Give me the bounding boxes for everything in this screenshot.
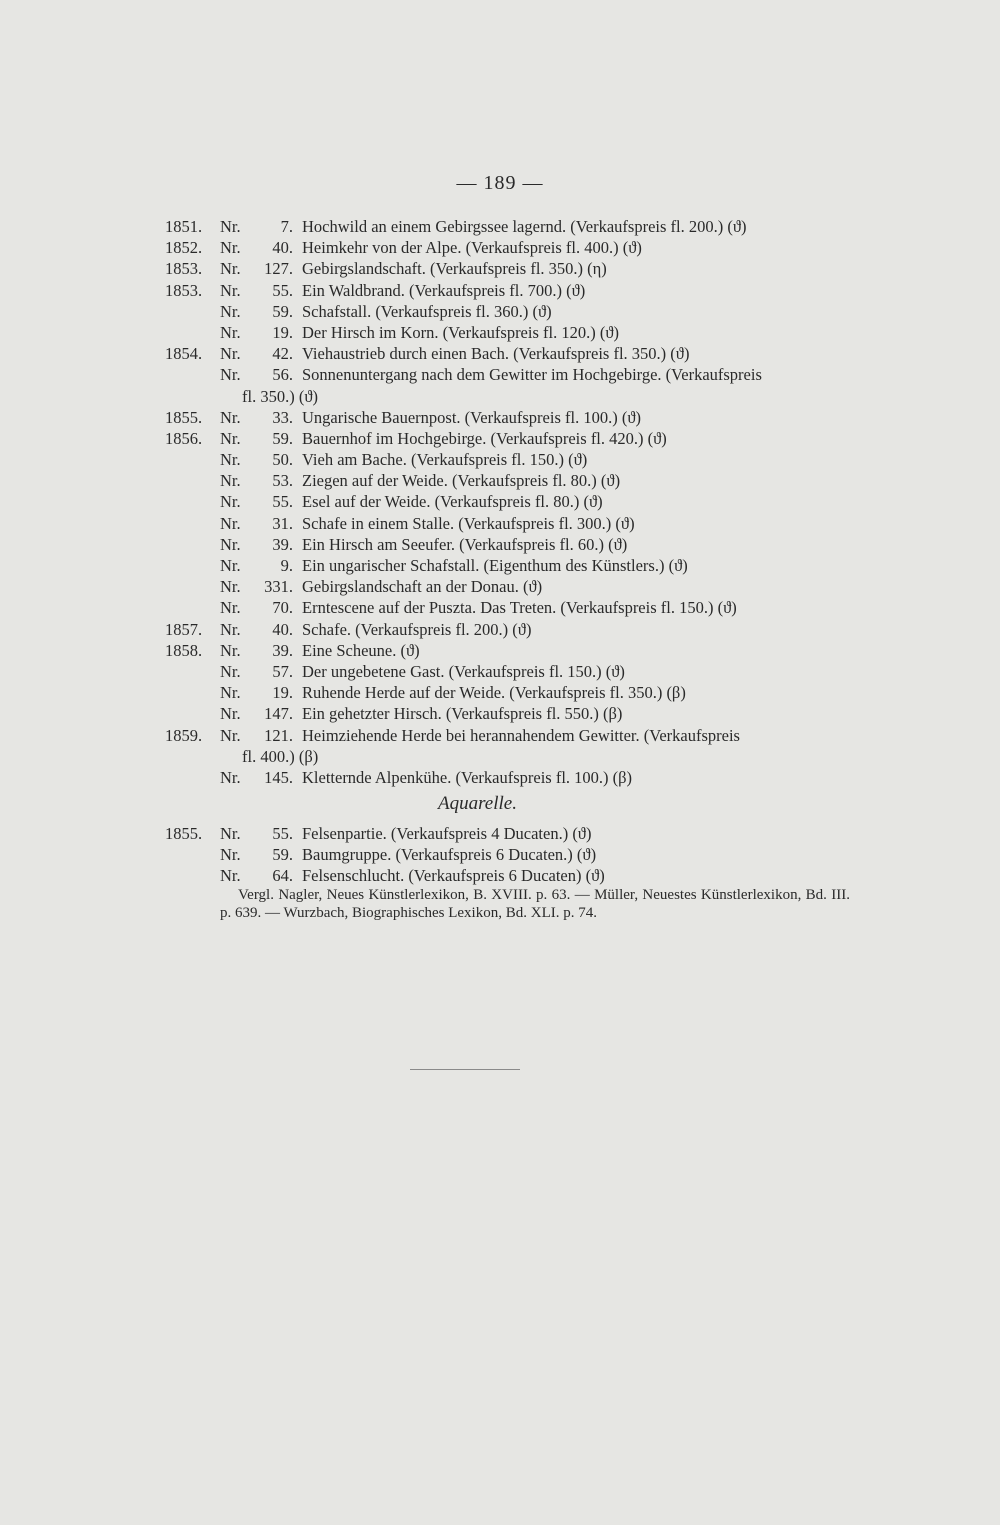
entry-title: Der ungebetene Gast. (Verkaufspreis fl. 150.) (ϑ): [302, 661, 625, 681]
entry-title: Ein Waldbrand. (Verkaufspreis fl. 700.) (ϑ): [302, 280, 586, 300]
entry-title: Ein Hirsch am Seeufer. (Verkaufspreis fl. 60.) (ϑ): [302, 534, 628, 554]
entry-number: 19.: [272, 683, 293, 703]
entry-nr-label: Nr.: [220, 322, 241, 342]
entry-number: 55.: [272, 824, 293, 843]
entry-nr-label: Nr.: [220, 365, 241, 385]
entry-nr-label: Nr.: [220, 556, 241, 575]
entry-title: Erntescene auf der Puszta. Das Treten. (Verkaufspreis fl. 150.) (ϑ): [302, 598, 737, 618]
list-item: [0, 534, 1000, 555]
entry-nr-label: Nr.: [220, 238, 241, 258]
list-item: [0, 682, 1000, 703]
entry-title: Ein ungarischer Schafstall. (Eigenthum des Künstlers.) (ϑ): [302, 556, 688, 575]
entry-title: Gebirgslandschaft. (Verkaufspreis fl. 350.) (η): [302, 259, 607, 279]
entry-number: 33.: [272, 407, 293, 427]
entry-title: Vieh am Bache. (Verkaufspreis fl. 150.) (ϑ): [302, 450, 588, 470]
entry-number: 40.: [272, 238, 293, 258]
entry-nr-label: Nr.: [220, 492, 241, 512]
entry-number: 145.: [264, 767, 293, 787]
entry-nr-label: Nr.: [220, 301, 241, 321]
entry-title: Der Hirsch im Korn. (Verkaufspreis fl. 120.) (ϑ): [302, 322, 619, 342]
entry-title: Ruhende Herde auf der Weide. (Verkaufspreis fl. 350.) (β): [302, 683, 686, 703]
entry-title: Sonnenuntergang nach dem Gewitter im Hochgebirge. (Verkaufspreis: [302, 365, 762, 385]
entry-year: 1856.: [165, 428, 203, 448]
entry-title: Hochwild an einem Gebirgssee lagernd. (Verkaufspreis fl. 200.) (ϑ): [302, 217, 747, 236]
entry-title: Gebirgslandschaft an der Donau. (ϑ): [302, 577, 543, 597]
entry-nr-label: Nr.: [220, 704, 241, 724]
aquarelle-heading: Aquarelle.: [438, 793, 517, 814]
entry-number: 7.: [280, 217, 293, 236]
entry-continuation: fl. 350.) (ϑ): [242, 386, 318, 406]
entry-year: 1855.: [165, 824, 203, 843]
entry-number: 40.: [272, 619, 293, 639]
entry-number: 31.: [272, 513, 293, 533]
list-item: [0, 555, 1000, 576]
page-number: — 189 —: [456, 172, 544, 194]
entry-year: 1857.: [165, 619, 203, 639]
list-item: [0, 661, 1000, 682]
entry-title: Felsenschlucht. (Verkaufspreis 6 Ducaten) (ϑ): [302, 866, 605, 886]
entry-year: 1852.: [165, 238, 203, 258]
entry-title: Felsenpartie. (Verkaufspreis 4 Ducaten.) (ϑ): [302, 824, 592, 843]
entry-nr-label: Nr.: [220, 280, 241, 300]
entry-number: 39.: [272, 534, 293, 554]
entry-nr-label: Nr.: [220, 534, 241, 554]
entry-title: Heimziehende Herde bei herannahendem Gewitter. (Verkaufspreis: [302, 725, 740, 745]
list-item: [0, 823, 1000, 844]
list-item: [0, 576, 1000, 597]
aquarelle-list: [0, 823, 1000, 887]
entry-title: Kletternde Alpenkühe. (Verkaufspreis fl. 100.) (β): [302, 767, 633, 787]
entry-nr-label: Nr.: [220, 619, 241, 639]
references-note: Vergl. Nagler, Neues Künstlerlexikon, B. XVIII. p. 63. — Müller, Neuestes Künstlerlexikon, Bd. III. p. 639. — Wurzbach, Biographisches Lexikon, Bd. XLI. p. 74.: [220, 887, 850, 921]
list-item: [0, 725, 1000, 746]
entry-title: Ein gehetzter Hirsch. (Verkaufspreis fl. 550.) (β): [302, 704, 623, 724]
entry-year: 1853.: [165, 280, 203, 300]
entry-title: Ungarische Bauernpost. (Verkaufspreis fl. 100.) (ϑ): [302, 407, 641, 427]
entry-title: Schafe. (Verkaufspreis fl. 200.) (ϑ): [302, 619, 532, 639]
entry-nr-label: Nr.: [220, 598, 241, 618]
entry-nr-label: Nr.: [220, 259, 241, 279]
list-item: [0, 640, 1000, 661]
list-item: [0, 767, 1000, 788]
entry-title: Eine Scheune. (ϑ): [302, 640, 420, 660]
entry-nr-label: Nr.: [220, 217, 241, 236]
entry-number: 55.: [272, 280, 293, 300]
list-item: [0, 449, 1000, 470]
entry-year: 1854.: [165, 344, 203, 364]
entry-nr-label: Nr.: [220, 577, 241, 597]
entry-number: 42.: [272, 344, 293, 364]
entry-nr-label: Nr.: [220, 661, 241, 681]
entry-nr-label: Nr.: [220, 428, 241, 448]
entry-nr-label: Nr.: [220, 824, 241, 843]
entry-nr-label: Nr.: [220, 866, 241, 886]
entry-nr-label: Nr.: [220, 640, 241, 660]
entry-number: 53.: [272, 471, 293, 491]
list-item: [0, 280, 1000, 301]
entry-nr-label: Nr.: [220, 767, 241, 787]
entry-number: 50.: [272, 450, 293, 470]
list-item: [0, 386, 1000, 407]
entry-title: Schafstall. (Verkaufspreis fl. 360.) (ϑ): [302, 301, 552, 321]
list-item: [0, 301, 1000, 322]
entry-number: 19.: [272, 322, 293, 342]
list-item: [0, 491, 1000, 512]
entry-title: Ziegen auf der Weide. (Verkaufspreis fl. 80.) (ϑ): [302, 471, 621, 491]
entry-number: 56.: [272, 365, 293, 385]
entry-continuation: fl. 400.) (β): [242, 746, 319, 766]
entry-title: Viehaustrieb durch einen Bach. (Verkaufspreis fl. 350.) (ϑ): [302, 344, 690, 364]
entry-number: 9.: [280, 556, 293, 575]
entry-nr-label: Nr.: [220, 450, 241, 470]
entry-title: Heimkehr von der Alpe. (Verkaufspreis fl. 400.) (ϑ): [302, 238, 642, 258]
entry-number: 55.: [272, 492, 293, 512]
entry-year: 1859.: [165, 725, 203, 745]
list-item: [0, 407, 1000, 428]
entry-title: Baumgruppe. (Verkaufspreis 6 Ducaten.) (ϑ): [302, 845, 597, 865]
list-item: [0, 703, 1000, 724]
entry-title: Bauernhof im Hochgebirge. (Verkaufspreis fl. 420.) (ϑ): [302, 428, 667, 448]
entry-number: 331.: [264, 577, 293, 597]
closing-rule: [410, 1069, 520, 1070]
entry-nr-label: Nr.: [220, 725, 241, 745]
list-item: [0, 322, 1000, 343]
entry-number: 59.: [272, 845, 293, 865]
list-item: [0, 364, 1000, 385]
list-item: [0, 513, 1000, 534]
list-item: [0, 258, 1000, 279]
list-item: [0, 216, 1000, 237]
list-item: [0, 343, 1000, 364]
entry-number: 57.: [272, 661, 293, 681]
entry-year: 1853.: [165, 259, 203, 279]
entry-number: 39.: [272, 640, 293, 660]
entry-number: 147.: [264, 704, 293, 724]
list-item: [0, 865, 1000, 886]
oil-paintings-list: [0, 216, 1000, 788]
list-item: [0, 428, 1000, 449]
entry-number: 121.: [264, 725, 293, 745]
entry-year: 1851.: [165, 217, 203, 236]
entry-nr-label: Nr.: [220, 845, 241, 865]
entry-nr-label: Nr.: [220, 407, 241, 427]
entry-number: 70.: [272, 598, 293, 618]
list-item: [0, 237, 1000, 258]
entry-number: 59.: [272, 301, 293, 321]
entry-nr-label: Nr.: [220, 344, 241, 364]
entry-nr-label: Nr.: [220, 513, 241, 533]
list-item: [0, 844, 1000, 865]
entry-number: 127.: [264, 259, 293, 279]
entry-year: 1858.: [165, 640, 203, 660]
list-item: [0, 470, 1000, 491]
list-item: [0, 597, 1000, 618]
list-item: [0, 619, 1000, 640]
entry-nr-label: Nr.: [220, 471, 241, 491]
entry-number: 64.: [272, 866, 293, 886]
entry-number: 59.: [272, 428, 293, 448]
entry-title: Esel auf der Weide. (Verkaufspreis fl. 80.) (ϑ): [302, 492, 603, 512]
entry-title: Schafe in einem Stalle. (Verkaufspreis fl. 300.) (ϑ): [302, 513, 635, 533]
list-item: [0, 746, 1000, 767]
entry-nr-label: Nr.: [220, 683, 241, 703]
entry-year: 1855.: [165, 407, 203, 427]
